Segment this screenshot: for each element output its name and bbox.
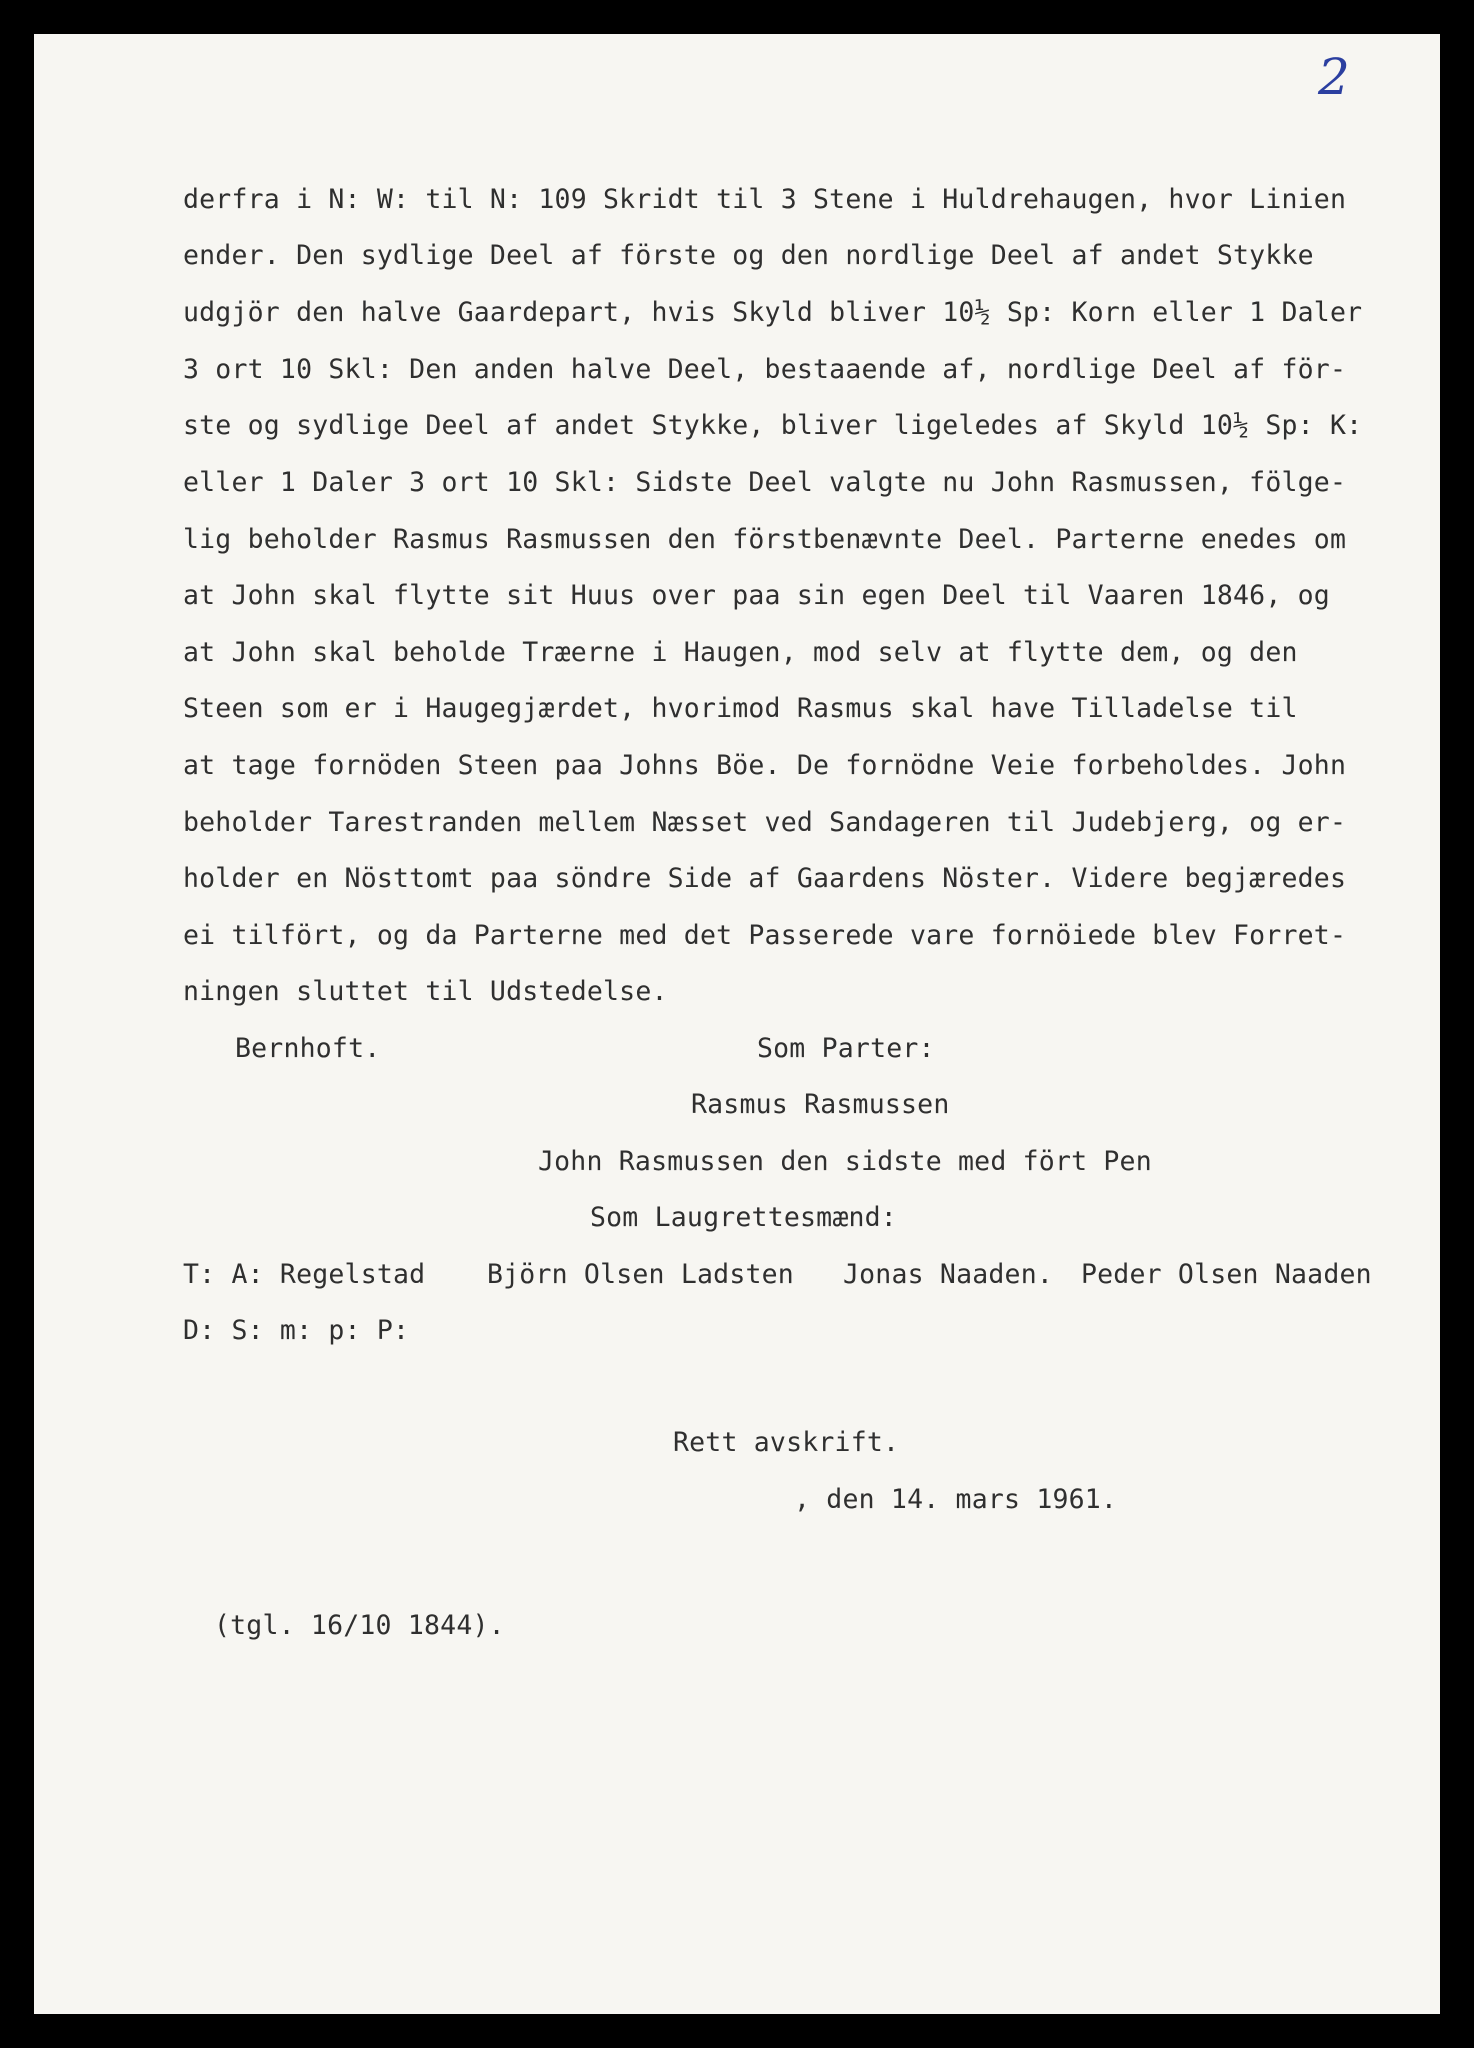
body-line: beholder Tarestranden mellem Næsset ved Sandageren til Judebjerg, og er- <box>183 807 1347 838</box>
official-signature: Bernhoft. <box>235 1033 381 1064</box>
body-line: ste og sydlige Deel af andet Stykke, bliver ligeledes af Skyld 10½ Sp: K: <box>183 410 1363 441</box>
handwritten-page-number: 2 <box>1318 48 1350 106</box>
reference-note: (tgl. 16/10 1844). <box>214 1610 505 1641</box>
body-line: at John skal flytte sit Huus over paa sin egen Deel til Vaaren 1846, og <box>183 580 1330 611</box>
body-line: Steen som er i Haugegjærdet, hvorimod Rasmus skal have Tilladelse til <box>183 693 1298 724</box>
abbreviation-line: D: S: m: p: P: <box>183 1315 410 1346</box>
body-line: ei tilfört, og da Parterne med det Passerede vare fornöiede blev Forret- <box>183 920 1347 951</box>
juror-signature: Jonas Naaden. <box>843 1259 1054 1290</box>
party-signature: Rasmus Rasmussen <box>691 1089 950 1120</box>
certification-line: Rett avskrift. <box>673 1427 900 1458</box>
body-line: holder en Nösttomt paa söndre Side af Gaardens Nöster. Videre begjæredes <box>183 863 1347 894</box>
body-line: eller 1 Daler 3 ort 10 Skl: Sidste Deel valgte nu John Rasmussen, fölge- <box>183 467 1347 498</box>
body-line: lig beholder Rasmus Rasmussen den förstbenævnte Deel. Parterne enedes om <box>183 524 1347 555</box>
parties-heading: Som Parter: <box>757 1033 935 1064</box>
body-line: 3 ort 10 Skl: Den anden halve Deel, bestaaende af, nordlige Deel af för- <box>183 354 1347 385</box>
body-line: at John skal beholde Træerne i Haugen, mod selv at flytte dem, og den <box>183 637 1298 668</box>
body-line: udgjör den halve Gaardepart, hvis Skyld bliver 10½ Sp: Korn eller 1 Daler <box>183 297 1363 328</box>
juror-signature: Peder Olsen Naaden <box>1081 1259 1372 1290</box>
body-line: ender. Den sydlige Deel af förste og den nordlige Deel af andet Stykke <box>183 240 1314 271</box>
juror-signature: T: A: Regelstad <box>183 1259 426 1290</box>
party-signature: John Rasmussen den sidste med fört Pen <box>538 1146 1152 1177</box>
body-line: derfra i N: W: til N: 109 Skridt til 3 Stene i Huldrehaugen, hvor Linien <box>183 184 1347 215</box>
jurors-heading: Som Laugrettesmænd: <box>590 1202 897 1233</box>
document-page <box>34 34 1440 2014</box>
body-line: at tage fornöden Steen paa Johns Böe. De fornödne Veie forbeholdes. John <box>183 750 1347 781</box>
body-line: ningen sluttet til Udstedelse. <box>183 976 668 1007</box>
certification-date: , den 14. mars 1961. <box>794 1484 1118 1515</box>
juror-signature: Björn Olsen Ladsten <box>487 1259 794 1290</box>
